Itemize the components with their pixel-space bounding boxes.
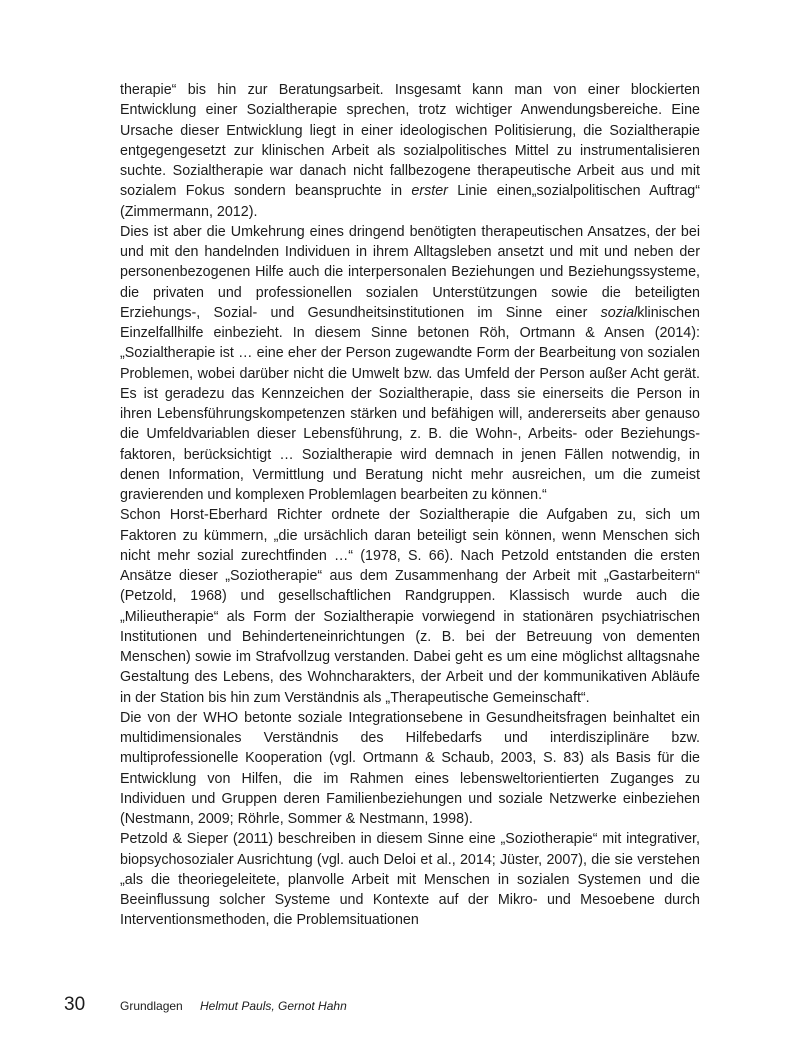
paragraph-1	[120, 80, 700, 222]
paragraph-2-text-a: Dies ist aber die Umkehrung eines dringend benötigten therapeutischen Ansatzes, der bei und mit den handelnden Individuen in ihrem Alltagsleben ansetzt und mit und neben der personenbezogenen Hilfe auch die interpersonalen Beziehungen und Beziehungssysteme, die privaten und professionellen sozialen Unterstützungen sowie die beteiligten Erziehungs-, Sozial- und Gesundheitsinstitutionen im Sinne einer	[120, 223, 700, 321]
paragraph-3: Schon Horst-Eberhard Richter ordnete der Sozialtherapie die Aufgaben zu, sich um Faktoren zu kümmern, „die ursächlich daran beteiligt sein können, wenn Menschen sich nicht mehr sozial zurechtfinden …“ (1978, S. 66). Nach Petzold entstanden die ersten Ansätze dieser „Soziotherapie“ aus dem Zusammenhang der Arbeit mit „Gastarbeitern“ (Petzold, 1968) und gesellschaftlichen Randgruppen. Klassisch wurde auch die „Milieutherapie“ als Form der Sozialtherapie vorwiegend in stationären psychiatrischen Institutionen und Behinderteneinrichtungen (z. B. bei der Betreuung von dementen Menschen) sowie im Strafvollzug verstanden. Dabei geht es um eine möglichst alltagsnahe Gestaltung des Lebens, des Wohncharakters, der Arbeit und der kommunikativen Abläufe in der Station bis hin zum Verständnis als „Therapeutische Gemeinschaft“.	[120, 507, 700, 706]
running-authors: Helmut Pauls, Gernot Hahn	[200, 999, 347, 1013]
paragraph-2-text-b: klinischen Einzelfallhilfe einbezieht. In diesem Sinne betonen Röh, Ortmann & Ansen (2014): „Sozialtherapie ist … eine eher der Person zugewandte Form der Bearbeitung von sozialen Problemen, wobei darüber nicht die Umwelt bzw. das Umfeld der Person außer Acht gerät. Es ist geradezu das Kennzeichen der Sozialtherapie, dass sie einerseits die Person in ihren Lebensführungskompetenzen stärken und befähigen will, andererseits aber genauso die Umfeldvariablen dieser Lebensführung, z. B. die Wohn-, Arbeits- oder Beziehungsfaktoren, berücksichtigt … Sozialtherapie wird demnach in jenen Fällen notwendig, in denen Information, Vermittlung und Beratung nicht mehr ausreichen, um die zumeist gravierenden und komplexen Problemlagen bearbeiten zu können.“	[120, 304, 700, 503]
paragraph-4: Die von der WHO betonte soziale Integrationsebene in Gesundheitsfragen beinhaltet ein multidimensionales Verständnis des Hilfebedarfs und interdisziplinäre bzw. multiprofessionelle Kooperation (vgl. Ortmann & Schaub, 2003, S. 83) als Basis für die Entwicklung von Hilfen, die im Rahmen eines lebensweltorientierten Zuganges zu Individuen und Gruppen deren Familienbeziehungen und soziale Netzwerke einbeziehen (Nestmann, 2009; Röhrle, Sommer & Nestmann, 1998).	[120, 709, 700, 827]
page-number: 30	[64, 994, 86, 1015]
paragraph-1-text-b: Linie einen„sozialpolitischen Auftrag“ (Zimmermann, 2012).	[120, 183, 700, 220]
paragraph-5: Petzold & Sieper (2011) beschreiben in diesem Sinne eine „Soziotherapie“ mit integrativer, biopsychosozialer Ausrichtung (vgl. auch Deloi et al., 2014; Jüster, 2007), die sie verstehen „als die theoriegeleitete, planvolle Arbeit mit Menschen in sozialen Systemen und die Beeinflussung solcher Systeme und Kontexte auf der Mikro- und Mesoebene durch Interventionsmethoden, die Problemsituationen	[120, 831, 700, 929]
running-section-title: Grundlagen	[120, 999, 183, 1013]
paragraph-1-text-a: therapie“ bis hin zur Beratungsarbeit. Insgesamt kann man von einer blockierten Entwicklung einer Sozialtherapie sprechen, trotz wichtiger Anwendungsbereiche. Eine Ursache dieser Entwicklung liegt in einer ideologischen Politisierung, die Sozialtherapie entgegengesetzt zur klinischen Arbeit als sozialpolitisches Mittel zu instrumentalisieren suchte. Sozialtherapie war danach nicht fallbezogene therapeutische Arbeit aus und mit sozialem Fokus sondern beanspruchte in	[120, 82, 700, 200]
page-footer	[0, 990, 800, 1020]
emphasis-erster: erster	[411, 183, 448, 200]
paragraph-2	[120, 222, 700, 506]
emphasis-sozial: sozial	[600, 304, 638, 321]
body-text	[120, 80, 700, 931]
